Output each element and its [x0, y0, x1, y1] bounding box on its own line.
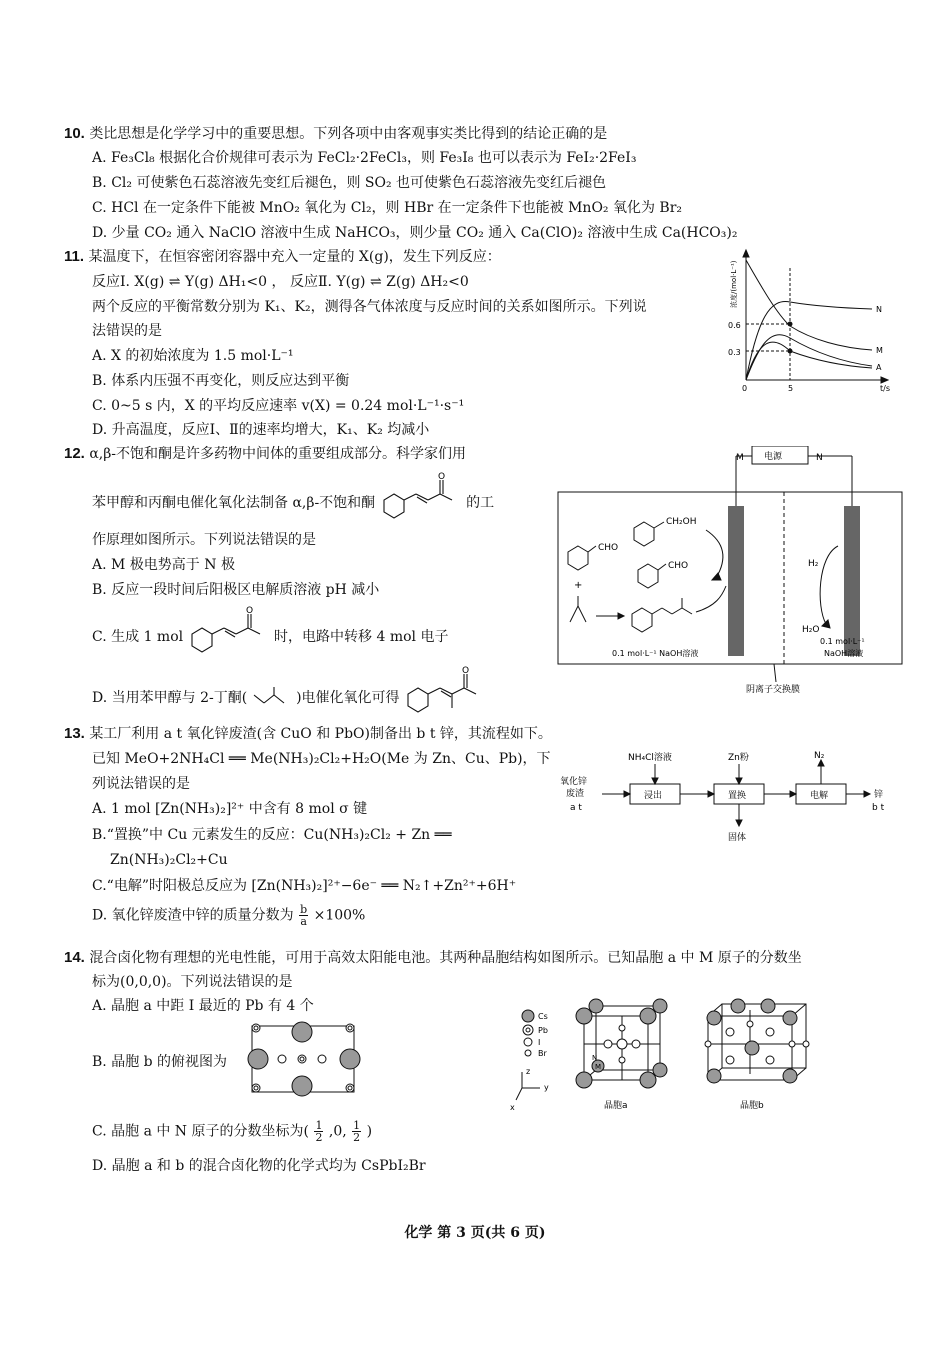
solid-label: 固体 [728, 833, 747, 843]
svg-text:O: O [245, 606, 253, 616]
option-b: B. 反应一段时间后阳极区电解质溶液 pH 减小 [92, 582, 380, 598]
option-b-line-2: Zn(NH₃)₂Cl₂+Cu [110, 852, 228, 868]
process-flowchart [556, 748, 896, 858]
question-number: 10. [64, 125, 85, 142]
option-b: B. Cl₂ 可使紫色石蕊溶液先变红后褪色，则 SO₂ 也可使紫色石蕊溶液先变红后褪色 [92, 175, 607, 191]
butanone-structure [252, 685, 292, 711]
output-label-2: b t [872, 803, 885, 813]
h2o-label: H₂O [802, 625, 820, 635]
tick-0: 0 [742, 384, 748, 393]
output-label-1: 锌 [874, 790, 884, 800]
benzene-ring [632, 608, 652, 632]
power-label: 电源 [764, 452, 783, 462]
cell-b-top-view [242, 1020, 362, 1098]
ch2oh-label: CH₂OH [666, 517, 697, 527]
legend-cs-icon [522, 1010, 534, 1022]
nh4cl-label: NH₄Cl溶液 [628, 753, 672, 763]
methyl-enone-structure [404, 664, 494, 714]
axis-z: z [526, 1067, 531, 1076]
left-electrolyte: 0.1 mol·L⁻¹ NaOH溶液 [612, 649, 699, 658]
question-stem-2: 标为(0,0,0)。下列说法错误的是 [92, 974, 293, 990]
question-stem-2a: 苯甲醇和丙酮电催化氧化法制备 α,β-不饱和酮 [92, 495, 376, 511]
feed-label-2: 废渣 [566, 789, 585, 799]
electrode-n [844, 506, 860, 656]
fraction-half: $\frac{1}{2}$ [315, 1119, 323, 1144]
axis-y: y [544, 1083, 549, 1092]
cell-b [705, 999, 809, 1083]
option-b: B. 晶胞 b 的俯视图为 [92, 1054, 228, 1070]
option-d: D. 氧化锌废渣中锌的质量分数为 $\frac{b}{a}$ ×100% [92, 903, 366, 928]
zn-powder-label: Zn粉 [728, 753, 749, 763]
replace-label: 置换 [728, 791, 747, 801]
enone-structure [380, 472, 462, 520]
right-electrolyte-1: 0.1 mol·L⁻¹ [820, 637, 865, 646]
enone-structure [188, 606, 270, 654]
x-axis-arrow [881, 377, 888, 383]
option-b-line-1: B.“置换”中 Cu 元素发生的反应：Cu(NH₃)₂Cl₂ + Zn ══ [92, 827, 452, 843]
feed-label-3: a t [570, 803, 582, 813]
electrode-m [728, 506, 744, 656]
crystal-cells-figure [508, 988, 838, 1118]
curve-n [746, 302, 872, 380]
atom-n-label: N [592, 1054, 598, 1062]
question-stem: 类比思想是化学学习中的重要思想。下列各项中由客观事实类比得到的结论正确的是 [89, 126, 608, 142]
tick-5: 5 [788, 384, 794, 393]
electrolysis-diagram [556, 446, 906, 696]
legend-cs: Cs [538, 1012, 548, 1021]
option-d: D. 当用苯甲醇与 2-丁酮( )电催化氧化可得 O [92, 682, 494, 714]
legend-i: I [538, 1038, 541, 1047]
axis-x: x [510, 1103, 515, 1112]
x-axis-label: t/s [880, 384, 890, 393]
tick-03: 0.3 [728, 348, 741, 357]
label-m: M [876, 346, 883, 355]
option-a: A. X 的初始浓度为 1.5 mol·L⁻¹ [92, 348, 294, 364]
option-d: D. 晶胞 a 和 b 的混合卤化物的化学式均为 CsPbI₂Br [92, 1158, 426, 1174]
question-stem-3: 作原理如图所示。下列说法错误的是 [92, 532, 316, 548]
question-stem: α,β-不饱和酮是许多药物中间体的重要组成部分。科学家们用 [89, 446, 467, 462]
benzene-ring [568, 546, 588, 570]
option-c: C. 0~5 s 内，X 的平均反应速率 v(X) = 0.24 mol·L⁻¹·s⁻¹ [92, 398, 465, 414]
n2-label: N₂ [814, 751, 825, 761]
legend-pb-icon [523, 1025, 533, 1035]
option-a: A. 晶胞 a 中距 I 最近的 Pb 有 4 个 [92, 998, 314, 1014]
concentration-time-graph [722, 248, 897, 396]
intersection-point [788, 349, 793, 354]
h2-label: H₂ [808, 559, 819, 569]
reaction-equations: 反应Ⅰ. X(g) ⇌ Y(g) ΔH₁<0 ， 反应Ⅱ. Y(g) ⇌ Z(g) ΔH₂<0 [92, 274, 469, 290]
question-number: 11. [64, 248, 85, 265]
right-electrolyte-2: NaOH溶液 [824, 649, 864, 658]
tick-06: 0.6 [728, 321, 741, 330]
svg-text:O: O [437, 472, 445, 482]
cell-a-label: 晶胞a [604, 1101, 628, 1111]
question-stem-3: 法错误的是 [92, 323, 162, 339]
question-stem-3: 列说法错误的是 [92, 776, 190, 792]
question-stem: 某工厂利用 a t 氧化锌废渣(含 CuO 和 PbO)制备出 b t 锌，其流程如下。 [89, 726, 552, 742]
feed-label-1: 氧化锌 [560, 777, 588, 787]
option-a: A. Fe₃Cl₈ 根据化合价规律可表示为 FeCl₂·2FeCl₃，则 Fe₃I₈ 也可以表示为 FeI₂·2FeI₃ [92, 150, 637, 166]
cho-label-1: CHO [598, 543, 619, 553]
option-c: C. 生成 1 mol O 时，电路中转移 4 mol 电子 [92, 620, 448, 654]
option-c: C. 晶胞 a 中 N 原子的分数坐标为( $\frac{1}{2}$ ,0, $\frac{1}{2}$ ) [92, 1119, 373, 1144]
question-number: 12. [64, 445, 85, 462]
question-stem-2b: 的工 [466, 495, 495, 511]
y-axis-label: 浓度/(mol·L⁻¹) [730, 260, 738, 308]
question-stem-2: 已知 MeO+2NH₄Cl ══ Me(NH₃)₂Cl₂+H₂O(Me 为 Zn、Cu、Pb)，下 [92, 751, 551, 767]
option-a: A. M 极电势高于 N 极 [92, 557, 235, 573]
leach-label: 浸出 [644, 791, 663, 801]
label-n: N [876, 305, 882, 314]
cell-b-label: 晶胞b [740, 1101, 764, 1111]
option-d: D. 少量 CO₂ 通入 NaClO 溶液中生成 NaHCO₃，则少量 CO₂ 通入 Ca(ClO)₂ 溶液中生成 Ca(HCO₃)₂ [92, 225, 738, 241]
benzene-ring [638, 564, 658, 588]
plus-sign: + [574, 580, 583, 591]
question-stem: 某温度下，在恒容密闭容器中充入一定量的 X(g)，发生下列反应： [88, 249, 501, 265]
electrolysis-label: 电解 [810, 791, 829, 801]
label-m: M [736, 453, 744, 463]
option-b: B. 体系内压强不再变化，则反应达到平衡 [92, 373, 350, 389]
page-footer: 化学 第 3 页(共 6 页) [404, 1225, 546, 1241]
option-c: C. HCl 在一定条件下能被 MnO₂ 氧化为 Cl₂，则 HBr 在一定条件下也能被 MnO₂ 氧化为 Br₂ [92, 200, 683, 216]
question-number: 14. [64, 949, 85, 966]
question-stem: 混合卤化物有理想的光电性能，可用于高效太阳能电池。其两种晶胞结构如图所示。已知晶胞 a 中 M 原子的分数坐 [89, 950, 802, 966]
atom-m-label: M [595, 1063, 602, 1071]
legend-br-icon [525, 1050, 531, 1056]
cell-a [576, 999, 667, 1088]
legend-br: Br [538, 1049, 547, 1058]
benzene-ring [634, 522, 654, 546]
fraction-b-over-a: $\frac{b}{a}$ [300, 903, 308, 928]
legend-i-icon [524, 1038, 532, 1046]
svg-text:O: O [462, 666, 470, 676]
intersection-point [788, 322, 793, 327]
fraction-half: $\frac{1}{2}$ [353, 1119, 361, 1144]
legend-pb: Pb [538, 1026, 548, 1035]
membrane-label: 阴离子交换膜 [746, 685, 801, 695]
option-a: A. 1 mol [Zn(NH₃)₂]²⁺ 中含有 8 mol σ 键 [92, 801, 368, 817]
question-stem-2: 两个反应的平衡常数分别为 K₁、K₂，测得各气体浓度与反应时间的关系如图所示。下列说 [92, 299, 647, 315]
option-c: C.“电解”时阳极总反应为 [Zn(NH₃)₂]²⁺−6e⁻ ══ N₂↑+Zn²⁺+6H⁺ [92, 878, 517, 894]
y-axis-arrow [743, 250, 749, 257]
label-n: N [816, 453, 823, 463]
cho-label-2: CHO [668, 561, 689, 571]
option-d: D. 升高温度，反应Ⅰ、Ⅱ的速率均增大，K₁、K₂ 均减小 [92, 422, 430, 438]
label-a: A [876, 363, 882, 372]
question-number: 13. [64, 725, 85, 742]
